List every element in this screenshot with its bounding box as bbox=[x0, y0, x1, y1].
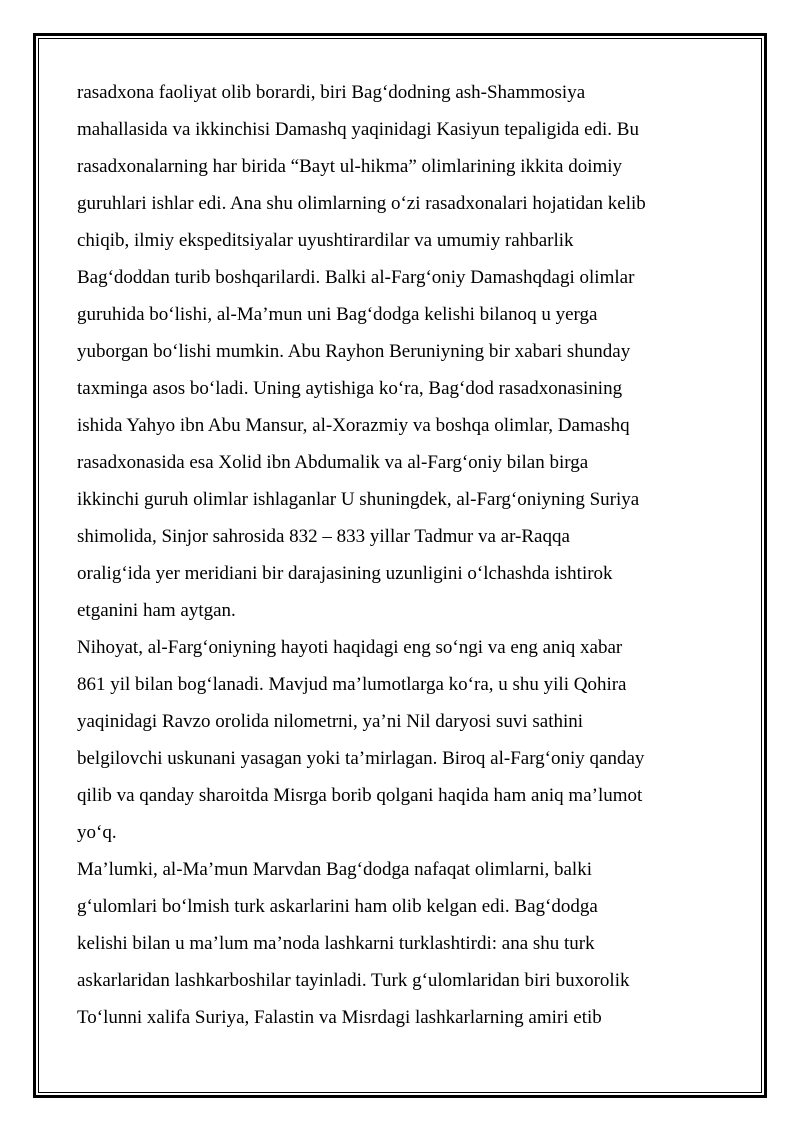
text-line: oralig‘ida yer meridiani bir darajasining uzunligini o‘lchashda ishtirok bbox=[77, 563, 613, 584]
text-line: ishida Yahyo ibn Abu Mansur, al-Xorazmiy va boshqa olimlar, Damashq bbox=[77, 415, 630, 436]
text-line: chiqib, ilmiy ekspeditsiyalar uyushtirardilar va umumiy rahbarlik bbox=[77, 230, 574, 251]
text-line: mahallasida va ikkinchisi Damashq yaqinidagi Kasiyun tepaligida edi. Bu bbox=[77, 119, 639, 140]
text-line: rasadxona faoliyat olib borardi, biri Bag‘dodning ash-Shammosiya bbox=[77, 82, 586, 103]
text-line: g‘ulomlari bo‘lmish turk askarlarini ham olib kelgan edi. Bag‘dodga bbox=[77, 896, 598, 917]
text-line: qilib va qanday sharoitda Misrga borib qolgani haqida ham aniq ma’lumot bbox=[77, 785, 643, 806]
text-line: Nihoyat, al-Farg‘oniyning hayoti haqidagi eng so‘ngi va eng aniq xabar bbox=[77, 637, 623, 658]
text-line: rasadxonalarning har birida “Bayt ul-hikma” olimlarining ikkita doimiy bbox=[77, 156, 623, 177]
text-line: ikkinchi guruh olimlar ishlaganlar U shuningdek, al-Farg‘oniyning Suriya bbox=[77, 489, 640, 510]
text-line: askarlaridan lashkarboshilar tayinladi. Turk g‘ulomlaridan biri buxorolik bbox=[77, 970, 630, 991]
text-line: kelishi bilan u ma’lum ma’noda lashkarni turklashtirdi: ana shu turk bbox=[77, 933, 595, 954]
text-line: guruhlari ishlar edi. Ana shu olimlarning o‘zi rasadxonalari hojatidan kelib bbox=[77, 193, 646, 214]
text-line: taxminga asos bo‘ladi. Uning aytishiga ko‘ra, Bag‘dod rasadxonasining bbox=[77, 378, 623, 399]
text-line: belgilovchi uskunani yasagan yoki ta’mirlagan. Biroq al-Farg‘oniy qanday bbox=[77, 748, 645, 769]
text-line: Bag‘doddan turib boshqarilardi. Balki al-Farg‘oniy Damashqdagi olimlar bbox=[77, 267, 635, 288]
text-line: To‘lunni xalifa Suriya, Falastin va Misrdagi lashkarlarning amiri etib bbox=[77, 1007, 602, 1028]
text-line: yuborgan bo‘lishi mumkin. Abu Rayhon Beruniyning bir xabari shunday bbox=[77, 341, 631, 362]
text-line: guruhida bo‘lishi, al-Ma’mun uni Bag‘dodga kelishi bilanoq u yerga bbox=[77, 304, 598, 325]
text-line: rasadxonasida esa Xolid ibn Abdumalik va al-Farg‘oniy bilan birga bbox=[77, 452, 589, 473]
text-line: 861 yil bilan bog‘lanadi. Mavjud ma’lumotlarga ko‘ra, u shu yili Qohira bbox=[77, 674, 627, 695]
text-line: yaqinidagi Ravzo orolida nilometrni, ya’ni Nil daryosi suvi sathini bbox=[77, 711, 584, 732]
text-line: Ma’lumki, al-Ma’mun Marvdan Bag‘dodga nafaqat olimlarni, balki bbox=[77, 859, 592, 880]
text-line: yo‘q. bbox=[77, 822, 117, 843]
text-line: shimolida, Sinjor sahrosida 832 – 833 yillar Tadmur va ar-Raqqa bbox=[77, 526, 570, 547]
text-line: etganini ham aytgan. bbox=[77, 600, 236, 621]
document-body bbox=[77, 74, 727, 1036]
